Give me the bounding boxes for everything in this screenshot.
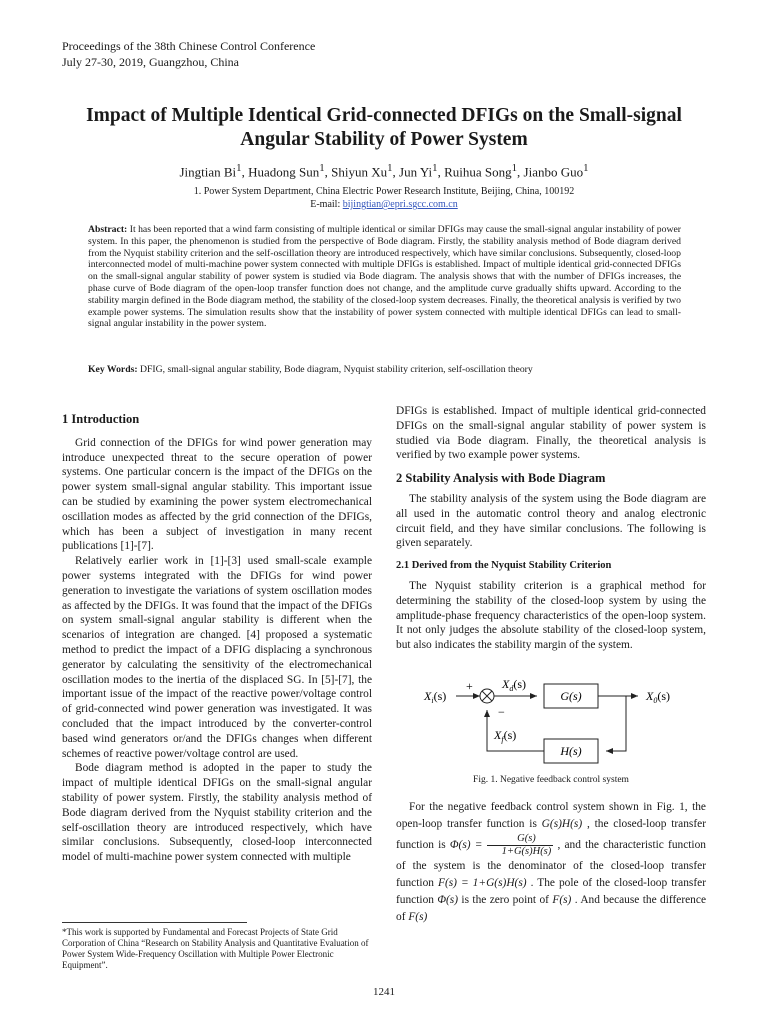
math-characteristic-function: F(s) = 1+G(s)H(s) xyxy=(437,877,527,889)
author: Shiyun Xu xyxy=(331,164,388,180)
conference-header xyxy=(62,38,315,70)
intro-paragraph: Grid connection of the DFIGs for wind power generation may introduce unexpected threat to the secure operation of power systems. One particular concern is the impact of the DFIGs on the power system small-signal angular stability. This important issue can be studied by examining the power system electromechanical oscillation modes as affected by the grid connection of the DFIGs, which has been a subject of investigation in many recent publications [1]-[7]. xyxy=(62,436,372,553)
abstract-label: Abstract: xyxy=(88,224,128,235)
math-f-of-s: F(s) xyxy=(552,894,572,906)
affiliation: 1. Power System Department, China Electric Power Research Institute, Beijing, China, 100192 xyxy=(193,186,575,197)
author: Jingtian Bi xyxy=(179,164,237,180)
math-f-of-s: F(s) xyxy=(408,911,428,923)
g-block-label: G(s) xyxy=(560,689,582,703)
section-heading-introduction: 1 Introduction xyxy=(62,412,140,426)
affiliation-block xyxy=(40,185,728,211)
abstract-text: It has been reported that a wind farm consisting of multiple identical or similar DFIGs may cause the small-signal angular instability of power system. In this paper, the phenomenon is studied from the perspective of Bode diagram. Firstly, the stability analysis method of Bode diagram derived from the Nyquist stability criterion and the self-oscillation theory are introduced respectively, which have similar conclusions. Subsequently, closed-loop interconnected model of multi-machine power system connected with multiple DFIGs is established. Impact of multiple identical grid-connected DFIGs on the small-signal angular stability of power system is studied via Bode diagram. The analysis shows that with the number of DFIGs increases, the phase curve of Bode diagram of the open-loop transfer function does not change, and the amplitude curve gradually shifts upward. According to the stability margin defined in the Bode diagram method, the stability of the closed-loop system decreases. Finally, the theoretical analysis is verified by two example power systems. The simulation results show that the instability of power system connected with multiple identical DFIGs can lead to small-signal angular instability in the power system. xyxy=(88,224,681,330)
body-paragraph: The Nyquist stability criterion is a graphical method for determining the stability of the closed-loop system by using the amplitude-phase frequency characteristics of the open-loop system. It not only judges the absolute stability of the closed-loop system, but also indicates the stability margin of the system. xyxy=(396,579,706,652)
email-label: E-mail: xyxy=(310,199,343,210)
footnote: *This work is supported by Fundamental and Forecast Projects of State Grid Corporation of China “Research on Stability Analysis and Quantitative Evaluation of Power System Wide-Frequency Oscillation with Multiple Power Electronic Equipment”. xyxy=(62,927,369,970)
email-link[interactable]: bijingtian@epri.sgcc.com.cn xyxy=(342,199,458,210)
plus-sign: + xyxy=(466,679,473,693)
title-line-1: Impact of Multiple Identical Grid-connected DFIGs on the Small-signal xyxy=(86,105,682,126)
math-phi: Φ(s) = xyxy=(449,839,487,852)
text-run: For the negative feedback control system shown in Fig. 1, the open-loop transfer function is xyxy=(396,801,706,830)
conference-date: July 27-30, 2019, Guangzhou, China xyxy=(62,55,239,69)
body-paragraph: The stability analysis of the system using the Bode diagram are all used in the automatic control theory and analog electronic circuit field, and they have similar conclusions. The following is given separately. xyxy=(396,492,706,550)
h-block-label: H(s) xyxy=(560,744,582,758)
column-right-top xyxy=(396,404,706,653)
paper-title xyxy=(40,104,728,152)
text-run: , and the characteristic function of the system is the denominator of the closed-loop transfer function xyxy=(396,839,706,889)
text-run: is the zero point of xyxy=(458,894,553,906)
math-fraction xyxy=(487,833,554,858)
author-affiliation-mark: 1 xyxy=(583,162,589,174)
math-phi: Φ(s) xyxy=(437,894,459,906)
column-right-bottom xyxy=(396,799,706,926)
input-signal-label: $X_i(s)$ xyxy=(424,689,447,705)
feedback-path-right xyxy=(606,696,626,751)
author-affiliation-mark: 1 xyxy=(319,162,325,174)
section-heading-bode: 2 Stability Analysis with Bode Diagram xyxy=(396,471,606,486)
text-run: . The pole of the closed-loop transfer function xyxy=(396,877,706,906)
keywords-text: DFIG, small-signal angular stability, Bode diagram, Nyquist stability criterion, self-oscillation theory xyxy=(137,364,533,375)
math-open-loop: G(s)H(s) xyxy=(541,818,583,830)
output-signal-label: $X_0(s)$ xyxy=(646,689,671,705)
title-line-2: Angular Stability of Power System xyxy=(240,129,528,150)
figure-1-caption: Fig. 1. Negative feedback control system xyxy=(473,775,629,785)
fraction-denominator: 1+G(s)H(s) xyxy=(501,846,552,857)
author-affiliation-mark: 1 xyxy=(511,162,518,174)
page-number: 1241 xyxy=(373,986,395,998)
email-line xyxy=(40,198,728,211)
text-run: , the closed-loop transfer function is xyxy=(396,818,706,852)
body-paragraph: DFIGs is established. Impact of multiple identical grid-connected DFIGs on the small-signal angular stability of power system is studied via Bode diagram. Finally, the theoretical analysis is verified by two example power systems. xyxy=(396,405,706,462)
minus-sign: − xyxy=(498,705,505,719)
text-run: . And because the difference of xyxy=(396,894,706,923)
author-list: Jingtian Bi$^1$, Huadong Sun$^1$, Shiyun Xu$^1$, Jun Yi$^1$, Ruihua Song$^1$, Jianbo Guo$^1$ xyxy=(179,162,589,180)
keywords xyxy=(88,364,681,375)
intro-paragraph: Bode diagram method is adopted in the paper to study the impact of multiple identical DFIGs on the small-signal angular stability of power system. Firstly, the stability analysis method of Bode diagram derived from the Nyquist stability criterion and the self-oscillation theory are introduced respectively, which have similar conclusions. Subsequently, closed-loop interconnected model of multi-machine power system connected with multiple xyxy=(62,762,372,864)
author-affiliation-mark: 1 xyxy=(432,162,438,174)
author: Ruihua Song xyxy=(444,164,512,180)
keywords-label: Key Words: xyxy=(88,364,138,375)
author-affiliation-mark: 1 xyxy=(236,162,242,174)
subsection-heading-nyquist: 2.1 Derived from the Nyquist Stability Criterion xyxy=(396,560,612,572)
intro-paragraph: Relatively earlier work in [1]-[3] used small-scale example power systems integrated with the DFIGs for wind power generation to investigate the variations of system oscillation modes as affected by the DFIGs. It was found that the impact of the DFIGs on system small-signal angular stability is different when the scenarios of integration are changed. [4] proposed a systematic method to predict the impact of a DFIG displacing a synchronous generator by calculating the sensitivity of the electromechanical oscillation modes to the inertia of the displaced SG. In [5]-[7], the important issue of the impact of the reactive power/voltage control of grid-connected wind power generation was investigated. It was concluded that the impact introduced by the converter-control based wind generators or/and the DFIGs changes when different schemes of reactive power/voltage control are used. xyxy=(62,555,372,760)
column-left xyxy=(62,412,372,865)
author: Huadong Sun xyxy=(248,164,320,180)
conference-name: Proceedings of the 38th Chinese Control Conference xyxy=(62,39,316,53)
author: Jun Yi xyxy=(399,164,433,180)
figure-1-block-diagram xyxy=(396,676,706,768)
author: Jianbo Guo xyxy=(523,164,584,180)
abstract xyxy=(88,224,681,330)
body-paragraph-transfer-function xyxy=(396,799,706,926)
author-affiliation-mark: 1 xyxy=(387,162,393,174)
error-signal-label: $X_d(s)$ xyxy=(502,677,527,693)
footnote-divider xyxy=(62,922,247,923)
feedback-signal-label: $X_f(s)$ xyxy=(494,728,517,744)
fraction-numerator: G(s) xyxy=(487,833,554,846)
